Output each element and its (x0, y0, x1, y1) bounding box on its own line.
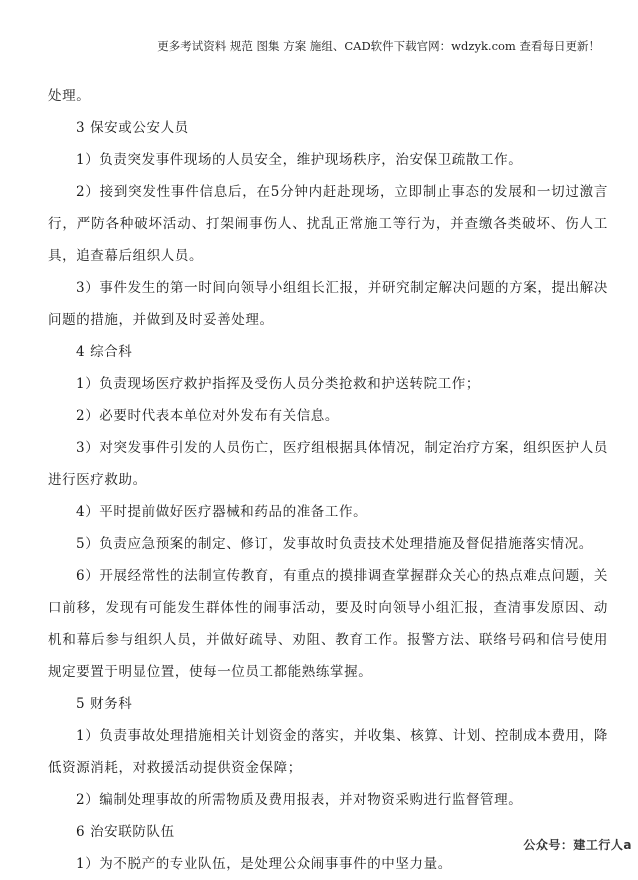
paragraph: 2）必要时代表本单位对外发布有关信息。 (76, 408, 339, 424)
paragraph: 1）负责突发事件现场的人员安全，维护现场秩序，治安保卫疏散工作。 (76, 152, 523, 168)
section-heading-finance: 5 财务科 (76, 696, 133, 712)
paragraph: 3）事件发生的第一时间向领导小组组长汇报，并研究制定解决问题的方案，提出解决问题的措施，并做到及时妥善处理。 (48, 280, 608, 328)
paragraph: 2）接到突发性事件信息后，在5分钟内赶赴现场，立即制止事态的发展和一切过激言行，严防各种破坏活动、打架闹事伤人、扰乱正常施工等行为，并查缴各类破坏、伤人工具，追查幕后组织人员。 (48, 184, 608, 264)
paragraph: 4）平时提前做好医疗器械和药品的准备工作。 (76, 504, 368, 520)
document-body (48, 80, 608, 880)
paragraph: 2）编制处理事故的所需物质及费用报表，并对物资采购进行监督管理。 (76, 792, 523, 808)
paragraph: 1）为不脱产的专业队伍，是处理公众闹事事件的中坚力量。 (76, 856, 452, 872)
section-heading-security: 3 保安或公安人员 (76, 120, 189, 136)
paragraph: 5）负责应急预案的制定、修订，发事故时负责技术处理措施及督促措施落实情况。 (76, 536, 593, 552)
wechat-watermark: 公众号：建工行人a (523, 838, 632, 852)
section-heading-general: 4 综合科 (76, 344, 133, 360)
paragraph: 6）开展经常性的法制宣传教育，有重点的摸排调查掌握群众关心的热点难点问题，关口前移，发现有可能发生群体性的闹事活动，要及时向领导小组汇报，查清事发原因、动机和幕后参与组织人员，并做好疏导、劝阻、教育工作。报警方法、联络号码和信号使用规定要置于明显位置，使每一位员工都能熟练掌握。 (48, 568, 608, 680)
paragraph: 1）负责事故处理措施相关计划资金的落实，并收集、核算、计划、控制成本费用，降低资源消耗，对救援活动提供资金保障； (48, 728, 608, 776)
header-banner: 更多考试资料 规范 图集 方案 施组、CAD软件下载官网：wdzyk.com 查看每日更新！ (157, 39, 600, 53)
section-heading-patrol: 6 治安联防队伍 (76, 824, 175, 840)
paragraph-continuation: 处理。 (48, 88, 91, 104)
paragraph: 1）负责现场医疗救护指挥及受伤人员分类抢救和护送转院工作； (76, 376, 480, 392)
paragraph: 3）对突发事件引发的人员伤亡，医疗组根据具体情况，制定治疗方案，组织医护人员进行医疗救助。 (48, 440, 608, 488)
